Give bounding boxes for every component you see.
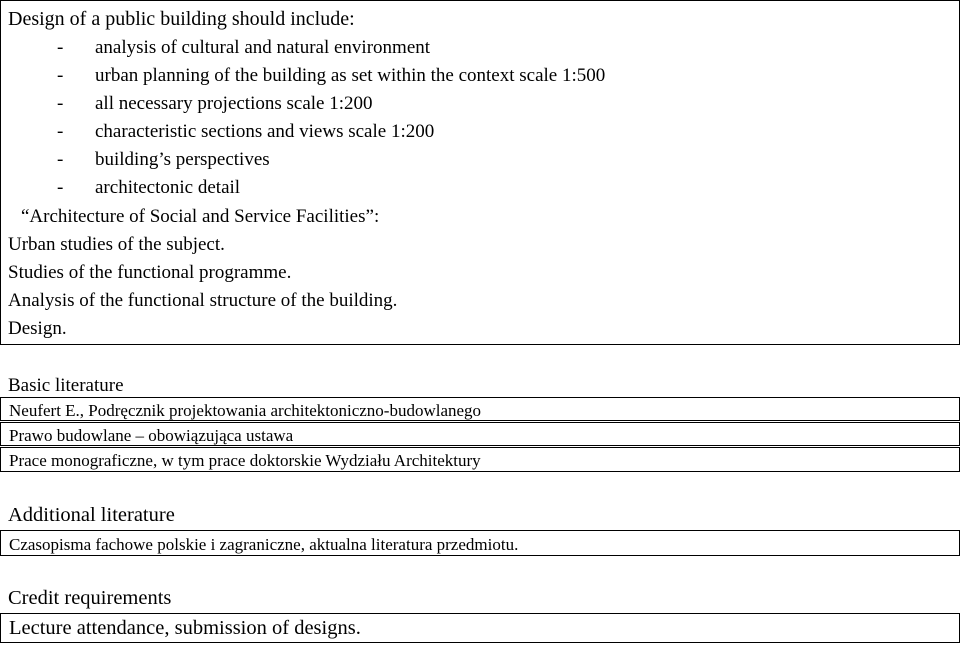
bullet-text: characteristic sections and views scale 1:200 bbox=[95, 121, 435, 142]
credit-requirements-row bbox=[0, 613, 960, 643]
literature-item: Czasopisma fachowe polskie i zagraniczne, aktualna literatura przedmiotu. bbox=[9, 535, 519, 554]
bullet-marker: - bbox=[57, 93, 64, 114]
course-title: “Architecture of Social and Service Facilities”: bbox=[21, 206, 380, 227]
literature-row bbox=[0, 530, 960, 556]
bullet-text: architectonic detail bbox=[95, 177, 241, 198]
bullet-marker: - bbox=[57, 121, 64, 142]
step-item: Analysis of the functional structure of the building. bbox=[8, 290, 398, 311]
bullet-marker: - bbox=[57, 65, 64, 86]
bullet-item bbox=[57, 178, 240, 197]
step-item: Studies of the functional programme. bbox=[8, 262, 292, 283]
basic-literature-heading: Basic literature bbox=[8, 375, 124, 396]
bullet-text: urban planning of the building as set within the context scale 1:500 bbox=[95, 65, 606, 86]
design-heading: Design of a public building should include: bbox=[8, 8, 355, 30]
literature-item: Prawo budowlane – obowiązująca ustawa bbox=[9, 426, 294, 445]
bullet-text: analysis of cultural and natural environment bbox=[95, 37, 431, 58]
literature-item: Prace monograficzne, w tym prace doktorskie Wydziału Architektury bbox=[9, 451, 481, 470]
bullet-item bbox=[57, 150, 270, 169]
bullet-item bbox=[57, 66, 605, 85]
bullet-marker: - bbox=[57, 177, 64, 198]
bullet-item bbox=[57, 122, 434, 141]
credit-requirements-text: Lecture attendance, submission of designs. bbox=[9, 617, 361, 639]
bullet-item bbox=[57, 94, 373, 113]
step-item: Design. bbox=[8, 318, 67, 339]
credit-requirements-heading: Credit requirements bbox=[8, 587, 172, 609]
literature-row bbox=[0, 447, 960, 472]
bullet-marker: - bbox=[57, 37, 64, 58]
step-item: Urban studies of the subject. bbox=[8, 234, 225, 255]
bullet-marker: - bbox=[57, 149, 64, 170]
literature-row bbox=[0, 397, 960, 421]
bullet-item bbox=[57, 38, 430, 57]
additional-literature-heading: Additional literature bbox=[8, 504, 175, 526]
literature-row bbox=[0, 422, 960, 446]
bullet-text: building’s perspectives bbox=[95, 149, 270, 170]
bullet-text: all necessary projections scale 1:200 bbox=[95, 93, 373, 114]
literature-item: Neufert E., Podręcznik projektowania architektoniczno-budowlanego bbox=[9, 401, 482, 420]
